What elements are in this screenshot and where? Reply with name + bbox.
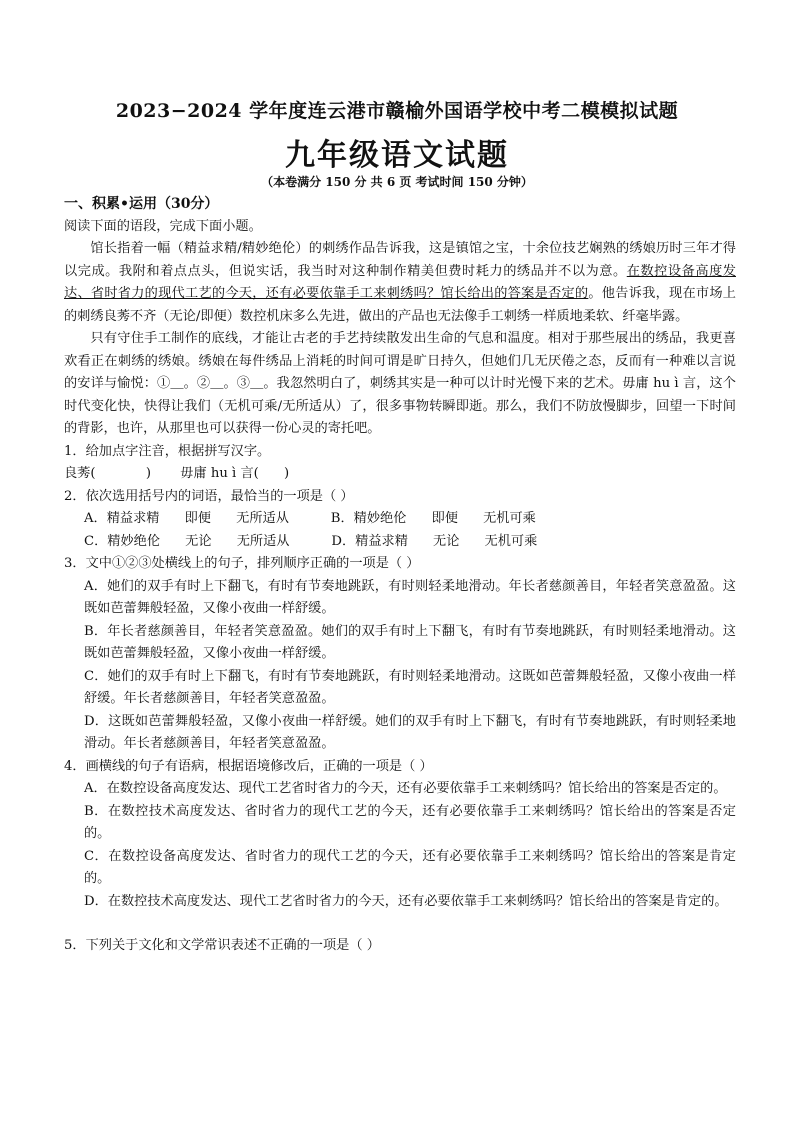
question-2-options-row: C．精妙绝伦 无论 无所适从 D．精益求精 无论 无机可乘	[84, 533, 538, 549]
question-3-option-c: C．她们的双手有时上下翻飞，有时有节奏地跳跃，有时则轻柔地滑动。这既如芭蕾舞般轻盈，又像小夜曲一样舒缓。年长者慈颜善目，年轻者笑意盈盈。	[84, 668, 736, 706]
question-3-option-d: D．这既如芭蕾舞般轻盈，又像小夜曲一样舒缓。她们的双手有时上下翻飞，有时有节奏地跳跃，有时则轻柔地滑动。年长者慈颜善目，年轻者笑意盈盈。	[84, 713, 736, 751]
passage-text: 馆长指着一幅（精益求精/精妙绝伦）的刺绣作品告诉我，这是镇馆之宝，十余位技艺娴熟的绣娘历时三年才得以完成。我附和着点点头，但说实话，我当时对这种制作精美但费时耗力的绣品并不以为意。	[64, 241, 736, 279]
question-4-option-c: C．在数控设备高度发达、省时省力的现代工艺的今天，还有必要依靠手工来刺绣吗？馆长给出的答案是肯定的。	[84, 848, 736, 886]
question-2-stem: 2．依次选用括号内的词语，最恰当的一项是（ ）	[64, 488, 354, 504]
question-3-option-b: B．年长者慈颜善目，年轻者笑意盈盈。她们的双手有时上下翻飞，有时有节奏地跳跃，有时则轻柔地滑动。这既如芭蕾舞般轻盈，又像小夜曲一样舒缓。	[84, 623, 736, 661]
question-2-options-row: A．精益求精 即便 无所适从 B．精妙绝伦 即便 无机可乘	[84, 511, 536, 526]
question-4-option-d: D．在数控技术高度发达、现代工艺省时省力的今天，还有必要依靠手工来刺绣吗？馆长给出的答案是肯定的。	[84, 893, 728, 909]
exam-title: 2023−2024 学年度连云港市赣榆外国语学校中考二模模拟试题	[115, 100, 679, 122]
question-1-stem: 1．给加点字注音，根据拼写汉字。	[64, 443, 271, 459]
passage-paragraph-2: 只有守住手工制作的底线，才能让古老的手艺持续散发出生命的气息和温度。相对于那些展出的绣品，我更喜欢看正在刺绣的绣娘。绣娘在每件绣品上消耗的时间可谓是旷日持久，但她们几无厌倦之态，反而有一种难以言说的安详与愉悦：①＿。②＿。③＿。我忽然明白了，刺绣其实是一种可以计时光慢下来的艺术。毋庸 hu ì 言，这个时代变化快，快得让我们（无机可乘/无所适从）了，很多事物转瞬即逝。那么，我们不防放慢脚步，回望一下时间的背影，也许，从那里也可以获得一份心灵的寄托吧。	[64, 331, 736, 436]
question-3-option-a: A．她们的双手有时上下翻飞，有时有节奏地跳跃，有时则轻柔地滑动。年长者慈颜善目，年轻者笑意盈盈。这既如芭蕾舞般轻盈，又像小夜曲一样舒缓。	[84, 578, 736, 616]
underlined-sentence: 在数控设备高度发达、省时省力的现代工艺的今天，还有必要依靠手工来刺绣吗？馆长给出的答案是否定的	[64, 263, 736, 301]
question-3-stem: 3．文中①②③处横线上的句子，排列顺序正确的一项是（ ）	[64, 556, 420, 571]
passage-text: 。他告诉我，现在市场上的刺绣良莠不齐（无论/即便）数控机床多么先进，做出的产品也无法像手工刺绣一样质地柔软、纤毫毕露。	[64, 286, 736, 324]
question-5-stem: 5．下列关于文化和文学常识表述不正确的一项是（ ）	[64, 938, 380, 953]
question-4-option-a: A．在数控设备高度发达、现代工艺省时省力的今天，还有必要依靠手工来刺绣吗？馆长给出的答案是否定的。	[84, 781, 727, 796]
exam-subtitle: 九年级语文试题	[285, 138, 509, 173]
section-heading: 一、积累•运用（30分）	[64, 196, 219, 212]
exam-note: （本卷满分 150 分 共 6 页 考试时间 150 分钟）	[261, 175, 533, 189]
spacer	[64, 913, 736, 935]
question-4-stem: 4．画横线的句子有语病，根据语境修改后，正确的一项是（ ）	[64, 758, 433, 774]
passage-paragraph-1	[64, 238, 736, 328]
reading-instruction: 阅读下面的语段，完成下面小题。	[64, 218, 262, 234]
exam-content	[64, 193, 736, 958]
question-4-option-b: B．在数控技术高度发达、省时省力的现代工艺的今天，还有必要依靠手工来刺绣吗？馆长给出的答案是否定的。	[84, 803, 736, 841]
question-1-answer-line: 良莠( ) 毋庸 hu ì 言( )	[64, 466, 290, 481]
